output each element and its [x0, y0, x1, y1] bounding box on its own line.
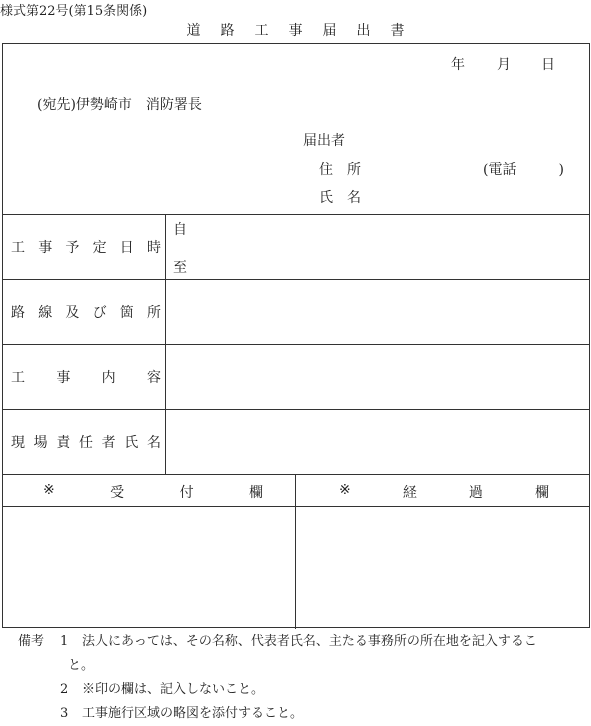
schedule-from-field[interactable]: 自: [173, 222, 187, 238]
label-char: 責: [56, 435, 71, 451]
note-text: 法人にあっては、その名称、代表者氏名、主たる事務所の所在地を記入するこ: [82, 634, 537, 649]
label-char: 任: [78, 435, 93, 451]
label-char: 及: [65, 305, 80, 321]
label-char: 名: [146, 435, 161, 451]
label-char: 線: [38, 305, 53, 321]
label-char: 現: [11, 435, 25, 451]
note-text: 工事施行区域の略図を添付すること。: [82, 706, 304, 721]
divider: [3, 214, 589, 215]
label-char: 定: [92, 240, 107, 256]
header-char: 過: [468, 485, 483, 501]
title-char: 道: [186, 23, 201, 39]
label-char: 内: [101, 370, 116, 386]
header-char: ※: [339, 482, 351, 498]
note-number: 1: [60, 634, 69, 649]
content-label: [11, 367, 161, 387]
label-char: 場: [33, 435, 48, 451]
progress-box[interactable]: [296, 507, 589, 628]
manager-label: [11, 432, 161, 452]
label-char: び: [92, 305, 107, 321]
date-year-field[interactable]: 年: [451, 57, 465, 73]
route-label: [11, 302, 161, 322]
title-char: 路: [220, 23, 235, 39]
reception-box[interactable]: [3, 507, 294, 628]
label-char: 事: [38, 240, 53, 256]
address-label[interactable]: 住 所: [319, 162, 361, 178]
header-char: ※: [43, 482, 55, 498]
phone-label[interactable]: (電話 ): [483, 162, 564, 178]
label-char: 所: [146, 305, 161, 321]
label-char: 者: [101, 435, 116, 451]
note-item: [18, 678, 537, 702]
notes-section: [18, 630, 537, 726]
label-char: 予: [65, 240, 80, 256]
label-char: 容: [146, 370, 161, 386]
label-char: 工: [11, 370, 25, 386]
form-frame: [2, 43, 590, 628]
header-char: 欄: [249, 485, 263, 501]
title-char: 工: [254, 23, 269, 39]
note-item: [18, 630, 537, 654]
addressee: (宛先)伊勢崎市 消防署長: [37, 97, 202, 113]
notifier-heading: 届出者: [303, 133, 345, 149]
note-text-continued: と。: [68, 658, 95, 673]
schedule-to-field[interactable]: 至: [173, 260, 187, 276]
note-text: ※印の欄は、記入しないこと。: [82, 682, 265, 697]
note-number: 3: [60, 706, 69, 721]
label-char: 箇: [119, 305, 134, 321]
schedule-label: [11, 237, 161, 257]
progress-header: [339, 482, 549, 502]
label-char: 路: [11, 305, 25, 321]
note-item: [18, 702, 537, 726]
title-char: 書: [390, 23, 405, 39]
reception-header: [43, 482, 263, 502]
label-char: 氏: [124, 435, 139, 451]
form-number-label: 様式第22号(第15条関係): [0, 4, 148, 19]
date-month-field[interactable]: 月: [497, 57, 511, 73]
title-char: 届: [322, 23, 337, 39]
header-char: 経: [402, 485, 417, 501]
label-char: 事: [56, 370, 71, 386]
label-char: 日: [119, 240, 134, 256]
header-char: 受: [110, 485, 125, 501]
header-char: 欄: [534, 485, 549, 501]
manager-field[interactable]: [166, 410, 589, 474]
title-char: 出: [356, 23, 371, 39]
document-title: [0, 20, 591, 40]
date-day-field[interactable]: 日: [541, 57, 555, 73]
label-char: 時: [146, 240, 161, 256]
header-char: 付: [179, 485, 194, 501]
content-field[interactable]: [166, 345, 589, 409]
name-label[interactable]: 氏 名: [319, 190, 361, 206]
label-char: 工: [11, 240, 25, 256]
note-number: 2: [60, 682, 69, 697]
route-field[interactable]: [166, 280, 589, 344]
title-char: 事: [288, 23, 303, 39]
notes-heading: 備考: [18, 634, 45, 649]
divider: [3, 474, 589, 475]
